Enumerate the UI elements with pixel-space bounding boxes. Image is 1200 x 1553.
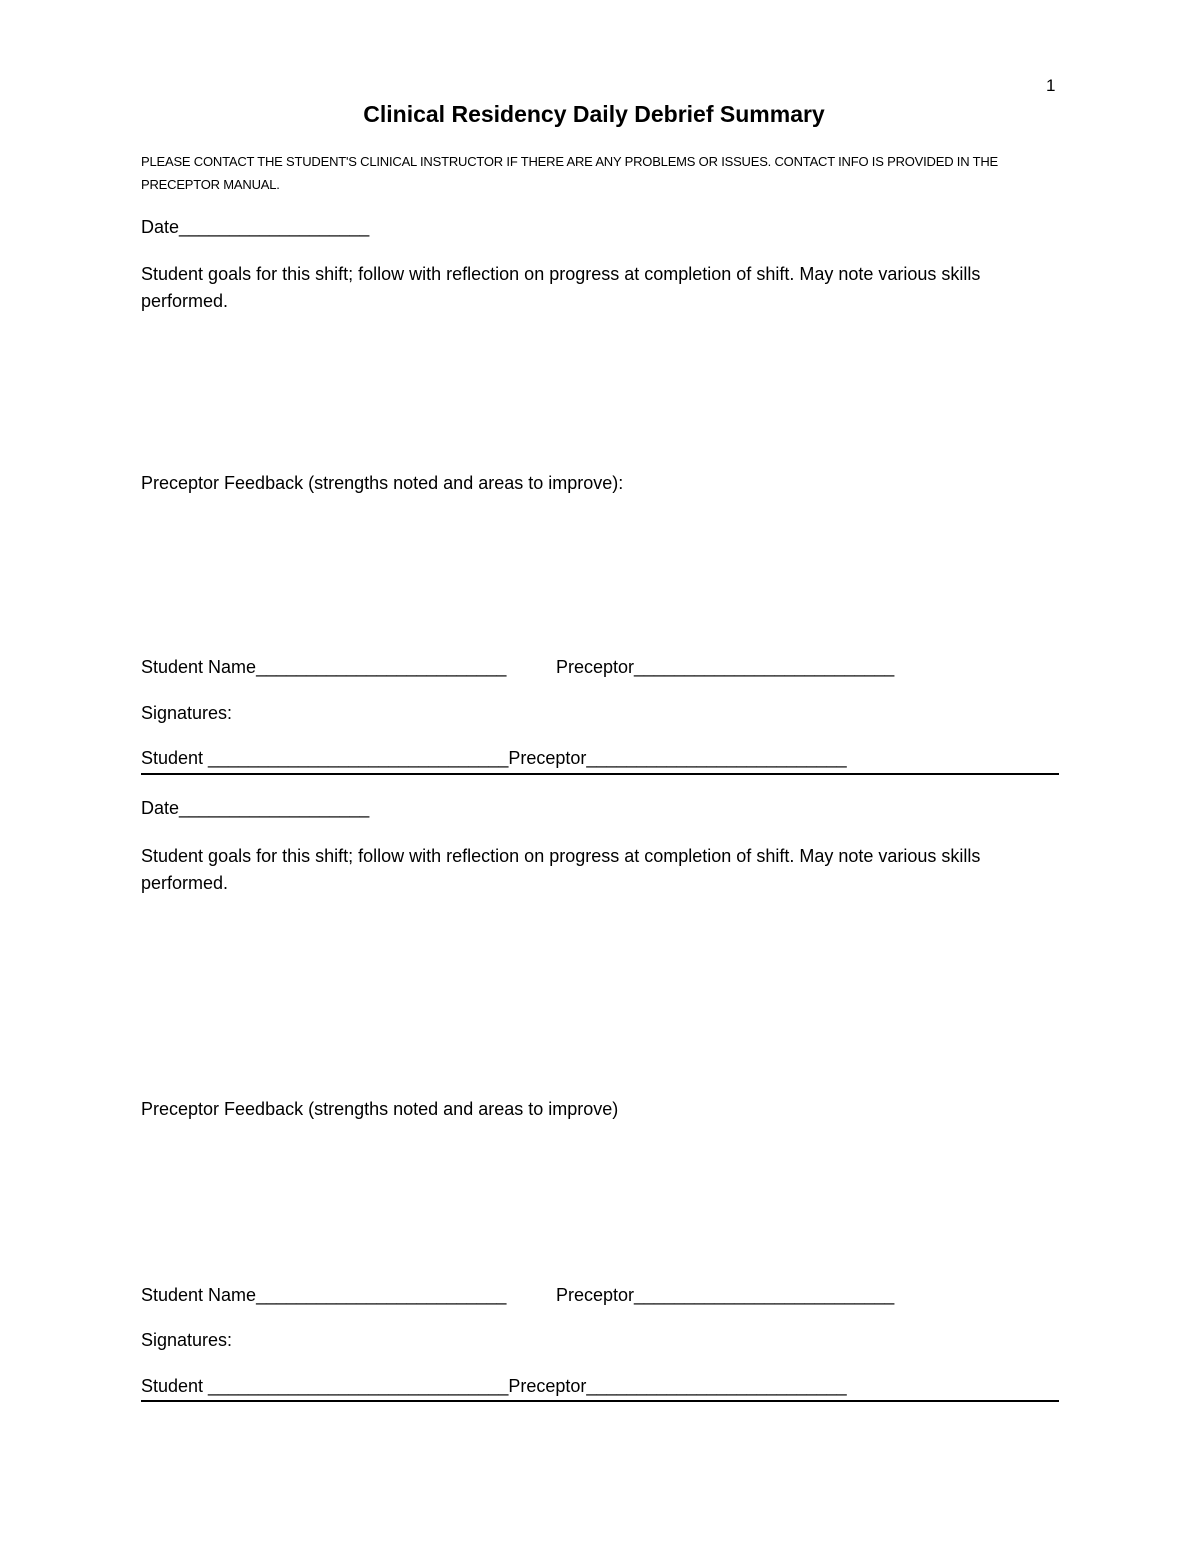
date-field-1[interactable]: Date___________________ — [141, 217, 370, 237]
student-name-field-1[interactable]: Student Name_________________________ — [141, 657, 507, 677]
student-goals-prompt-1: Student goals for this shift; follow with reflection on progress at completion of shift. May note various skills performed. — [141, 264, 981, 311]
preceptor-feedback-label-2: Preceptor Feedback (strengths noted and areas to improve) — [141, 1099, 619, 1119]
signature-line-1[interactable]: Student ______________________________Preceptor__________________________ — [141, 748, 847, 768]
preceptor-name-field-2[interactable]: Preceptor__________________________ — [556, 1285, 895, 1305]
date-field-2[interactable]: Date___________________ — [141, 798, 370, 818]
section-divider-2 — [141, 1400, 1059, 1402]
contact-notice: PLEASE CONTACT THE STUDENT'S CLINICAL INSTRUCTOR IF THERE ARE ANY PROBLEMS OR ISSUES. CONTACT INFO IS PROVIDED IN THE PRECEPTOR MANUAL. — [141, 154, 998, 192]
signature-line-2[interactable]: Student ______________________________Preceptor__________________________ — [141, 1376, 847, 1396]
preceptor-feedback-label-1: Preceptor Feedback (strengths noted and areas to improve): — [141, 473, 624, 493]
signatures-label-1: Signatures: — [141, 703, 233, 723]
section-divider-1 — [141, 773, 1059, 775]
preceptor-name-field-1[interactable]: Preceptor__________________________ — [556, 657, 895, 677]
student-goals-prompt-2: Student goals for this shift; follow with reflection on progress at completion of shift. May note various skills performed. — [141, 846, 981, 893]
document-title: Clinical Residency Daily Debrief Summary — [363, 101, 825, 127]
signatures-label-2: Signatures: — [141, 1330, 233, 1350]
student-name-field-2[interactable]: Student Name_________________________ — [141, 1285, 507, 1305]
page-number: 1 — [1046, 76, 1056, 95]
